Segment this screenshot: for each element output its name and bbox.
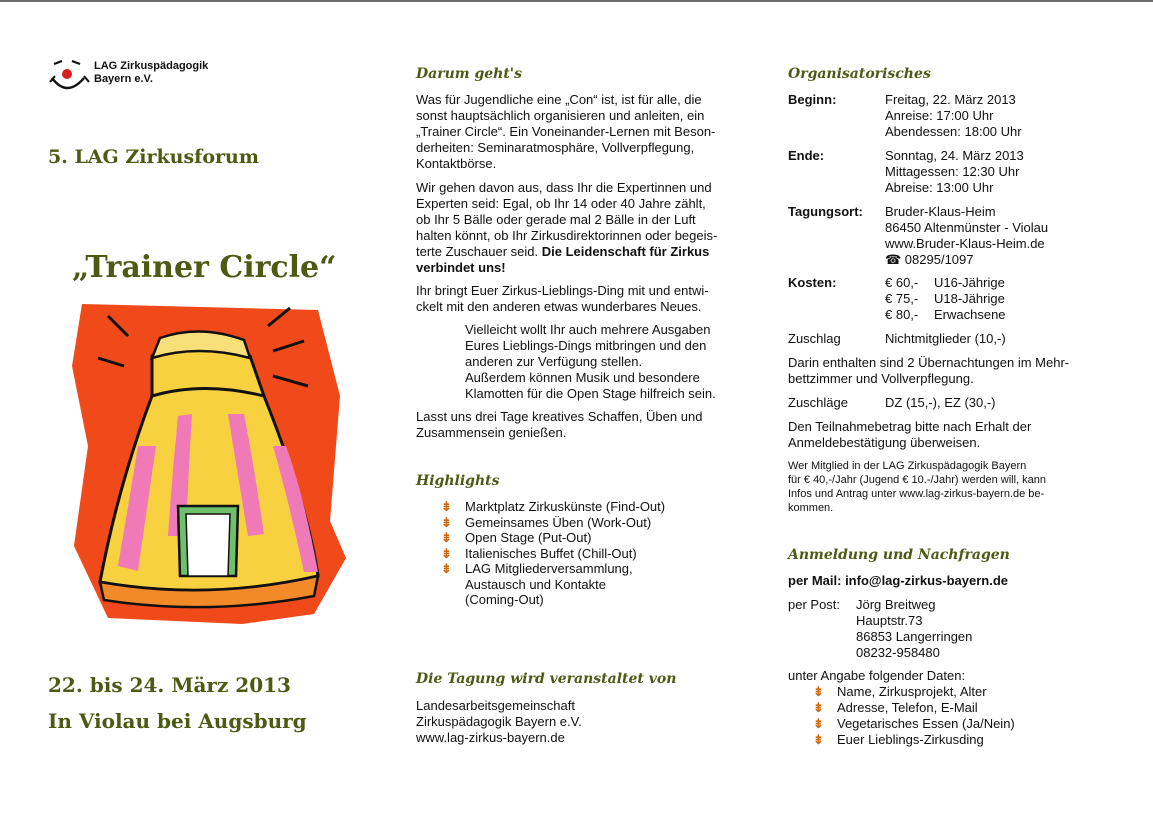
text-line: derheiten: Seminaratmosphäre, Vollverpflegung, xyxy=(416,140,695,155)
closing-paragraph xyxy=(416,409,746,441)
bullet-icon: ⇟ xyxy=(441,514,452,530)
indented-paragraph xyxy=(465,322,755,402)
text-line: sonst hauptsächlich organisieren und anleiten, ein xyxy=(416,108,705,123)
text-line: Kontaktbörse. xyxy=(416,156,497,171)
organizer-block xyxy=(416,698,716,746)
heading-organizer: Die Tagung wird veranstaltet von xyxy=(416,671,677,687)
kosten-label: Kosten: xyxy=(788,275,837,290)
list-item: ⇟ LAG Mitgliederversammlung, xyxy=(441,561,633,576)
event-place: In Violau bei Augsburg xyxy=(48,709,307,733)
ort-value: Bruder-Klaus-Heim 86450 Altenmünster - Violau www.Bruder-Klaus-Heim.de ☎ 08295/1097 xyxy=(885,204,1049,267)
text-line: Vielleicht wollt Ihr auch mehrere Ausgaben xyxy=(465,322,711,337)
bullet-icon: ⇟ xyxy=(813,684,824,699)
intro-paragraph xyxy=(416,92,746,172)
heading-anmeldung: Anmeldung und Nachfragen xyxy=(788,547,1010,563)
angabe-line: unter Angabe folgender Daten: xyxy=(788,668,966,683)
clown-face-icon xyxy=(48,58,90,98)
beginn-label: Beginn: xyxy=(788,92,837,107)
text-line: Eures Lieblings-Dings mitbringen und den xyxy=(465,338,707,353)
text-line: ob Ihr 5 Bälle oder gerade mal 2 Bälle in der Luft xyxy=(416,212,696,227)
bring-paragraph xyxy=(416,283,746,315)
logo-line1: LAG Zirkuspädagogik xyxy=(94,60,209,72)
bullet-icon: ⇟ xyxy=(441,561,452,576)
list-item-continuation: Austausch und Kontakte xyxy=(465,576,606,592)
text-line: Lasst uns drei Tage kreatives Schaffen, Üben und xyxy=(416,409,703,424)
zuschlag-label: Zuschlag xyxy=(788,331,841,346)
text-line: Ihr bringt Euer Zirkus-Lieblings-Ding mit und entwi- xyxy=(416,283,709,298)
zuschlag-value: Nichtmitglieder (10,-) xyxy=(885,331,1006,346)
bullet-icon: ⇟ xyxy=(813,700,824,715)
text-line: Wir gehen davon aus, dass Ihr die Expertinnen und xyxy=(416,180,712,195)
list-item: ⇟ Gemeinsames Üben (Work-Out) xyxy=(441,514,652,530)
text-line: halten könnt, ob Ihr Zirkusdirektorinnen oder begeis- xyxy=(416,228,718,243)
text-line: Experten seid: Egal, ob Ihr 14 oder 40 Jahre zählt, xyxy=(416,196,706,211)
logo xyxy=(48,58,248,98)
text-line: Zirkuspädagogik Bayern e.V. xyxy=(416,714,582,729)
kosten-value: € 60,- U16-Jährige € 75,- U18-Jährige € 80,- Erwachsene xyxy=(885,275,1006,322)
post-address: Jörg Breitweg Hauptstr.73 86853 Langerringen 08232-958480 xyxy=(856,597,973,660)
text-line: Was für Jugendliche eine „Con“ ist, ist für alle, die xyxy=(416,92,702,107)
list-item: ⇟ Italienisches Buffet (Chill-Out) xyxy=(441,545,637,561)
text-line: Außerdem können Musik und besondere xyxy=(465,370,700,385)
data-list xyxy=(813,684,1097,748)
heading-darum: Darum geht's xyxy=(416,66,522,82)
darin-paragraph: Darin enthalten sind 2 Übernachtungen im Mehr- bettzimmer und Vollverpflegung. xyxy=(788,355,1070,386)
bullet-icon: ⇟ xyxy=(441,499,452,514)
heading-organisatorisches: Organisatorisches xyxy=(788,66,931,82)
bullet-icon: ⇟ xyxy=(441,530,452,545)
text-line: anderen zur Verfügung stellen. xyxy=(465,354,643,369)
logo-line2: Bayern e.V. xyxy=(94,73,153,85)
list-item: ⇟ Marktplatz Zirkuskünste (Find-Out) xyxy=(441,499,666,514)
list-item-continuation: (Coming-Out) xyxy=(465,592,544,607)
list-item: ⇟ Adresse, Telefon, E-Mail xyxy=(813,700,978,715)
zuschlaege-value: DZ (15,-), EZ (30,-) xyxy=(885,395,996,410)
text-line: „Trainer Circle“. Ein Voneinander-Lernen mit Beson- xyxy=(416,124,716,139)
bold-text: Die Leidenschaft für Zirkus xyxy=(541,244,710,259)
zuschlaege-label: Zuschläge xyxy=(788,395,848,410)
forum-title: 5. LAG Zirkusforum xyxy=(48,146,259,168)
bullet-icon: ⇟ xyxy=(813,716,824,731)
ende-value: Sonntag, 24. März 2013 Mittagessen: 12:30 Uhr Abreise: 13:00 Uhr xyxy=(885,148,1024,195)
bold-text: verbindet uns! xyxy=(416,260,506,275)
beginn-value: Freitag, 22. März 2013 Anreise: 17:00 Uhr Abendessen: 18:00 Uhr xyxy=(885,92,1022,139)
list-item: ⇟ Open Stage (Put-Out) xyxy=(441,530,592,545)
top-rule xyxy=(0,0,1153,2)
bullet-icon: ⇟ xyxy=(813,732,824,747)
experts-paragraph xyxy=(416,180,746,276)
post-label: per Post: xyxy=(788,597,841,612)
bullet-icon: ⇟ xyxy=(441,545,452,561)
highlights-list xyxy=(441,499,745,608)
list-item: ⇟ Euer Lieblings-Zirkusding xyxy=(813,732,984,747)
event-title: „Trainer Circle“ xyxy=(72,250,337,285)
membership-paragraph: Wer Mitglied in der LAG Zirkuspädagogik Bayern für € 40,-/Jahr (Jugend € 10.-/Jahr) werden will, kann Infos und Antrag unter www.lag-zirkus-bayern.de be- kommen. xyxy=(788,460,1047,514)
phone: ☎ 08295/1097 xyxy=(885,252,974,267)
text-line: Klamotten für die Open Stage hilfreich sein. xyxy=(465,386,716,401)
event-date: 22. bis 24. März 2013 xyxy=(48,673,291,697)
text-line: Zusammensein genießen. xyxy=(416,425,567,440)
text-line: Landesarbeitsgemeinschaft xyxy=(416,698,575,713)
venue-link[interactable]: www.Bruder-Klaus-Heim.de xyxy=(885,236,1045,251)
ort-label: Tagungsort: xyxy=(788,204,863,219)
list-item: ⇟ Name, Zirkusprojekt, Alter xyxy=(813,684,987,699)
mail-line[interactable]: per Mail: info@lag-zirkus-bayern.de xyxy=(788,573,1008,588)
text-line: ckelt mit den anderen etwas wunderbares Neues. xyxy=(416,299,702,314)
ende-label: Ende: xyxy=(788,148,825,163)
heading-highlights: Highlights xyxy=(416,473,500,489)
teilnahme-paragraph: Den Teilnahmebetrag bitte nach Erhalt der Anmeldebestätigung überweisen. xyxy=(788,419,1032,450)
list-item: ⇟ Vegetarisches Essen (Ja/Nein) xyxy=(813,716,1015,731)
circus-tent-illustration xyxy=(68,296,348,631)
text-line: terte Zuschauer seid. xyxy=(416,244,539,259)
organizer-link[interactable]: www.lag-zirkus-bayern.de xyxy=(416,730,565,745)
